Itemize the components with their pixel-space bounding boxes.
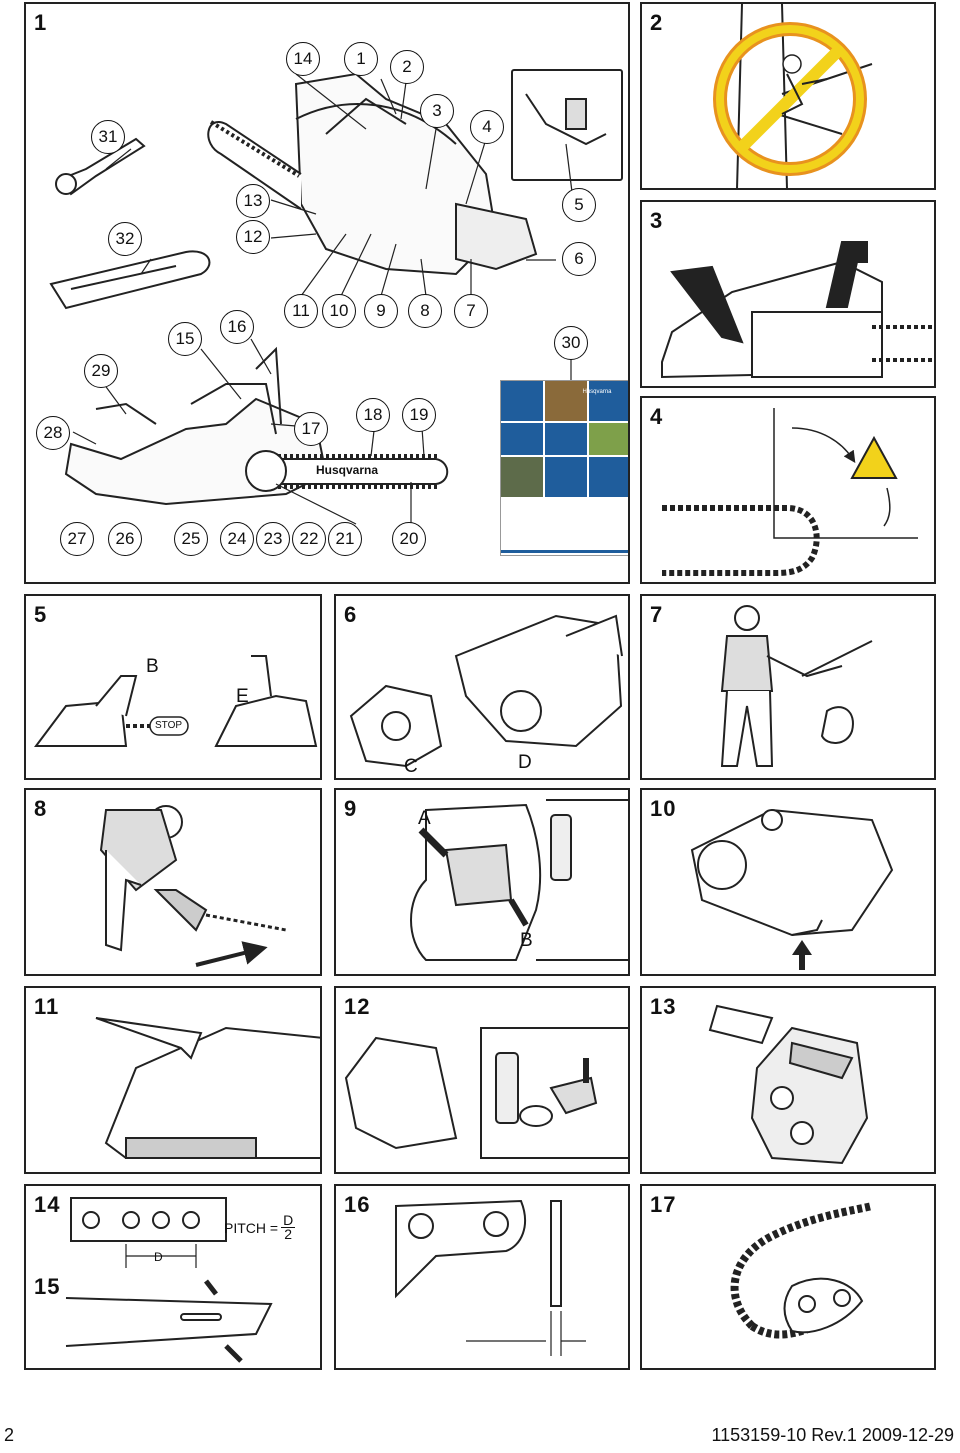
callout: 8: [408, 294, 442, 328]
callout: 6: [562, 242, 596, 276]
figure-17: [640, 1184, 936, 1370]
no-tree-climbing-sign: [642, 4, 936, 190]
pitch-numerator: D: [283, 1212, 294, 1228]
manual-cover-thumbnail: [500, 380, 630, 556]
cover-tile: [545, 423, 587, 455]
callout: 3: [420, 94, 454, 128]
callout: 32: [108, 222, 142, 256]
cover-brand-text: Husqvarna: [582, 389, 612, 395]
cover-tile: [545, 457, 587, 497]
callout: 27: [60, 522, 94, 556]
callout: 17: [294, 412, 328, 446]
label-b: B: [146, 656, 159, 677]
chain-catcher-detail-illustration: [642, 790, 936, 976]
callout: 20: [392, 522, 426, 556]
callout: 13: [236, 184, 270, 218]
figure-number: 1: [34, 10, 48, 35]
figure-number: 13: [650, 994, 677, 1019]
callout: 31: [91, 120, 125, 154]
callout: 9: [364, 294, 398, 328]
figure-number: 9: [344, 796, 358, 821]
cover-stripe: [501, 550, 629, 553]
figure-1: [24, 2, 630, 584]
figure-7: [640, 594, 936, 780]
cover-photo: [501, 457, 543, 497]
figure-number: 15: [34, 1274, 61, 1299]
chain-brake-test-illustration: [26, 596, 322, 780]
figure-2: [640, 2, 936, 190]
pitch-fraction: [281, 1214, 295, 1241]
callout: 16: [220, 310, 254, 344]
cover-photo: [545, 381, 587, 421]
muffler-illustration: [642, 988, 936, 1174]
figure-number: 8: [34, 796, 48, 821]
figure-number: 2: [650, 10, 664, 35]
callout: 15: [168, 322, 202, 356]
figure-9: [334, 788, 630, 976]
figure-4: [640, 396, 936, 584]
cover-photo: [589, 423, 629, 455]
operator-protective-gear-illustration: [642, 596, 936, 780]
stop-label: STOP: [155, 720, 183, 731]
label-b-9: B: [520, 930, 533, 951]
figure-11: [24, 986, 322, 1174]
rear-handle-guard-illustration: [26, 988, 322, 1174]
figure-8: [24, 788, 322, 976]
callout: 22: [292, 522, 326, 556]
chain-brake-illustration: [642, 202, 936, 388]
document-code: 1153159-10 Rev.1 2009-12-29: [711, 1425, 954, 1445]
label-d: D: [518, 752, 532, 773]
callout: 21: [328, 522, 362, 556]
callout: 23: [256, 522, 290, 556]
callout: 26: [108, 522, 142, 556]
label-e: E: [236, 686, 249, 707]
figure-number: 7: [650, 602, 664, 627]
callout: 19: [402, 398, 436, 432]
figure-10: [640, 788, 936, 976]
figure-6: [334, 594, 630, 780]
throttle-lockout-illustration: [336, 790, 630, 976]
figure-number: 16: [344, 1192, 371, 1217]
cover-tile: [589, 457, 629, 497]
figure-number: 12: [344, 994, 371, 1019]
figure-number: 5: [34, 602, 48, 627]
callout: 14: [286, 42, 320, 76]
callout: 4: [470, 110, 504, 144]
dimension-d-label: D: [154, 1250, 163, 1264]
callout: 28: [36, 416, 70, 450]
callout: 11: [284, 294, 318, 328]
label-a: A: [418, 808, 431, 829]
figure-number: 6: [344, 602, 358, 627]
callout: 24: [220, 522, 254, 556]
pitch-formula: [224, 1214, 295, 1241]
kickback-zone-diagram: [642, 398, 936, 584]
callout: 18: [356, 398, 390, 432]
figure-13: [640, 986, 936, 1174]
chain-loop-illustration: [642, 1186, 936, 1370]
figure-number: 17: [650, 1192, 677, 1217]
callout: 1: [344, 42, 378, 76]
figure-number: 11: [34, 994, 60, 1019]
drive-link-wear-gauge: [336, 1186, 630, 1370]
cover-tile: [501, 381, 543, 421]
page-number: 2: [4, 1425, 15, 1445]
figure-12: [334, 986, 630, 1174]
label-c: C: [404, 756, 418, 777]
figure-number: 10: [650, 796, 677, 821]
figure-16: [334, 1184, 630, 1370]
starting-position-illustration: [26, 790, 322, 976]
callout: 7: [454, 294, 488, 328]
figure-number: 4: [650, 404, 664, 429]
figure-14-15: [24, 1184, 322, 1370]
figure-3: [640, 200, 936, 388]
callout: 30: [554, 326, 588, 360]
callout: 10: [322, 294, 356, 328]
cover-tile: [589, 381, 629, 421]
callout: 29: [84, 354, 118, 388]
figure-number: 3: [650, 208, 664, 233]
callout: 5: [562, 188, 596, 222]
figure-number: 14: [34, 1192, 61, 1217]
callout: 12: [236, 220, 270, 254]
figure-5: [24, 594, 322, 780]
pitch-denominator: 2: [284, 1226, 293, 1242]
chain-catcher-illustration: [336, 596, 630, 780]
stop-switch-illustration: [336, 988, 630, 1174]
bar-brand-label: Husqvarna: [316, 463, 379, 477]
callout: 2: [390, 50, 424, 84]
callout: 25: [174, 522, 208, 556]
cover-tile: [501, 423, 543, 455]
pitch-label: PITCH =: [224, 1219, 279, 1236]
